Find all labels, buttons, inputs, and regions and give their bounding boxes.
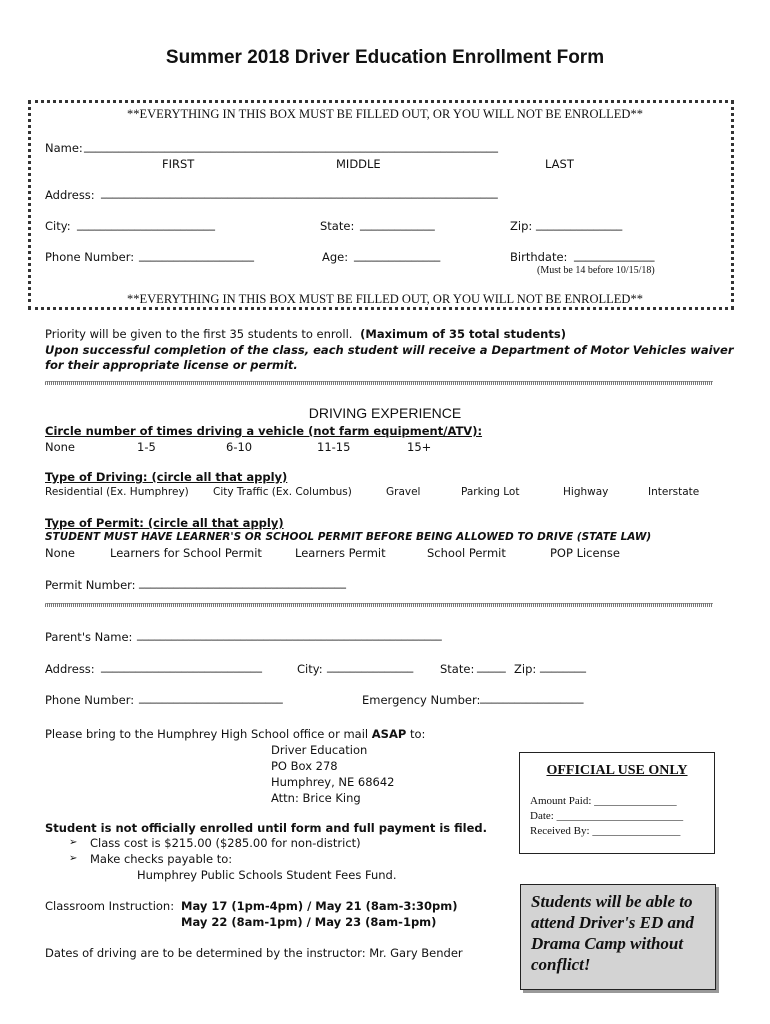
priority-text (45, 327, 566, 341)
checks-payable-label: Make checks payable to: (90, 852, 233, 866)
section-divider (45, 381, 713, 385)
permit-option-learners[interactable]: Learners Permit (295, 546, 386, 560)
zip-field[interactable]: _______________ (536, 217, 623, 231)
permit-number-label: Permit Number: (45, 578, 136, 592)
required-info-box (28, 100, 734, 310)
official-amount-paid: Amount Paid: _______________ (530, 795, 677, 807)
classroom-dates-line-1: May 17 (1pm-4pm) / May 21 (8am-3:30pm) (181, 899, 458, 913)
birthdate-label: Birthdate: (510, 250, 568, 264)
bullet-icon: ➢ (69, 853, 78, 864)
payee-name: Humphrey Public Schools Student Fees Fund. (137, 868, 397, 882)
permit-warning: STUDENT MUST HAVE LEARNER'S OR SCHOOL PERMIT BEFORE BEING ALLOWED TO DRIVE (STATE LAW) (45, 531, 652, 543)
times-option-15-plus[interactable]: 15+ (407, 440, 432, 454)
parent-address-label: Address: (45, 662, 95, 676)
type-of-driving-label: Type of Driving: (circle all that apply) (45, 470, 288, 484)
state-field[interactable]: _____________ (360, 217, 435, 231)
mail-asap: ASAP (371, 727, 407, 741)
driving-option-interstate[interactable]: Interstate (648, 486, 700, 498)
city-label: City: (45, 219, 71, 233)
age-label: Age: (322, 250, 349, 264)
parent-phone-field[interactable]: _________________________ (139, 690, 283, 704)
first-name-caption: FIRST (162, 157, 195, 171)
mail-to: to: (409, 727, 426, 741)
birthdate-note: (Must be 14 before 10/15/18) (537, 265, 655, 276)
driving-experience-heading: DRIVING EXPERIENCE (308, 405, 462, 421)
parent-state-field[interactable]: _____ (477, 659, 506, 673)
parent-city-label: City: (297, 662, 323, 676)
official-use-box (519, 752, 715, 854)
permit-number-field[interactable]: ____________________________________ (139, 575, 346, 589)
permit-option-none[interactable]: None (45, 546, 76, 560)
driving-option-highway[interactable]: Highway (563, 486, 609, 498)
name-label: Name: (45, 141, 83, 155)
times-option-6-10[interactable]: 6-10 (226, 440, 253, 454)
page-title: Summer 2018 Driver Education Enrollment Form (165, 47, 605, 68)
parent-zip-label: Zip: (514, 662, 537, 676)
waiver-line-2: for their appropriate license or permit. (45, 358, 298, 372)
parent-zip-field[interactable]: ________ (540, 659, 586, 673)
zip-label: Zip: (510, 219, 533, 233)
waiver-line-1: Upon successful completion of the class, each student will receive a Department of Motor Vehicles waiver (45, 343, 734, 357)
mail-address-line-4: Attn: Brice King (271, 791, 361, 805)
phone-field[interactable]: ____________________ (139, 248, 254, 262)
driving-option-residential[interactable]: Residential (Ex. Humphrey) (45, 486, 189, 498)
birthdate-field[interactable]: ______________ (574, 248, 655, 262)
times-option-11-15[interactable]: 11-15 (317, 440, 351, 454)
parent-name-field[interactable]: _____________________________________________________ (137, 627, 442, 641)
enrollment-notice: Student is not officially enrolled until form and full payment is filed. (45, 821, 488, 835)
address-label: Address: (45, 188, 95, 202)
box-notice-top: **EVERYTHING IN THIS BOX MUST BE FILLED OUT, OR YOU WILL NOT BE ENROLLED** (127, 107, 643, 121)
official-date: Date: _______________________ (530, 810, 684, 822)
mail-address-line-3: Humphrey, NE 68642 (271, 775, 395, 789)
mail-instructions (45, 727, 425, 741)
emergency-number-field[interactable]: __________________ (480, 690, 584, 704)
drama-camp-note: Students will be able to attend Driver's ED and Drama Camp without conflict! (531, 892, 694, 974)
emergency-number-label: Emergency Number: (362, 693, 481, 707)
state-label: State: (320, 219, 355, 233)
section-divider-2 (45, 603, 713, 607)
parent-city-field[interactable]: _______________ (327, 659, 414, 673)
classroom-instruction-label: Classroom Instruction: (45, 899, 175, 913)
times-option-none[interactable]: None (45, 440, 76, 454)
parent-state-label: State: (440, 662, 475, 676)
driving-option-city[interactable]: City Traffic (Ex. Columbus) (213, 486, 352, 498)
parent-name-label: Parent's Name: (45, 630, 133, 644)
address-field[interactable]: _____________________________________________________________________ (101, 185, 498, 199)
driving-option-parking-lot[interactable]: Parking Lot (461, 486, 520, 498)
parent-address-field[interactable]: ____________________________ (101, 659, 262, 673)
box-notice-bottom: **EVERYTHING IN THIS BOX MUST BE FILLED OUT, OR YOU WILL NOT BE ENROLLED** (127, 292, 643, 306)
mail-intro: Please bring to the Humphrey High School office or mail (45, 727, 369, 741)
official-received-by: Received By: ________________ (530, 825, 681, 837)
permit-option-pop[interactable]: POP License (550, 546, 620, 560)
name-field[interactable]: ________________________________________________________________________ (84, 139, 498, 153)
mail-address-line-2: PO Box 278 (271, 759, 338, 773)
priority-sentence: Priority will be given to the first 35 students to enroll. (45, 327, 353, 341)
driving-option-gravel[interactable]: Gravel (386, 486, 421, 498)
permit-option-school[interactable]: School Permit (427, 546, 506, 560)
class-cost: Class cost is $215.00 ($285.00 for non-district) (90, 836, 361, 850)
official-use-heading: OFFICIAL USE ONLY (546, 763, 688, 778)
middle-name-caption: MIDDLE (336, 157, 381, 171)
drama-camp-note-box (520, 884, 716, 990)
circle-times-label: Circle number of times driving a vehicle (not farm equipment/ATV): (45, 424, 483, 438)
parent-phone-label: Phone Number: (45, 693, 135, 707)
times-option-1-5[interactable]: 1-5 (137, 440, 156, 454)
last-name-caption: LAST (545, 157, 574, 171)
mail-address-line-1: Driver Education (271, 743, 368, 757)
classroom-dates-line-2: May 22 (8am-1pm) / May 23 (8am-1pm) (181, 915, 437, 929)
bullet-icon: ➢ (69, 837, 78, 848)
driving-dates-note: Dates of driving are to be determined by the instructor: Mr. Gary Bender (45, 946, 463, 960)
priority-maximum: (Maximum of 35 total students) (360, 327, 566, 341)
permit-option-learners-school[interactable]: Learners for School Permit (110, 546, 262, 560)
city-field[interactable]: ________________________ (77, 217, 215, 231)
type-of-permit-label: Type of Permit: (circle all that apply) (45, 516, 284, 530)
age-field[interactable]: _______________ (354, 248, 441, 262)
phone-label: Phone Number: (45, 250, 135, 264)
